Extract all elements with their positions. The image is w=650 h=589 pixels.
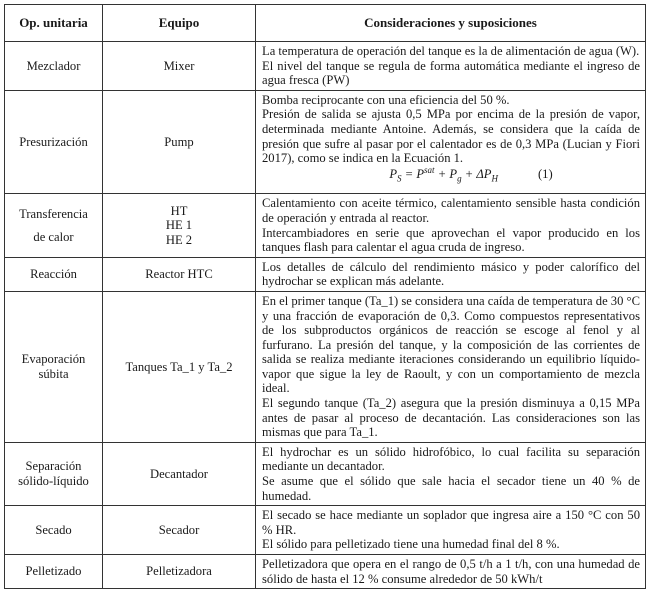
consideraciones-cell bbox=[256, 291, 646, 442]
consideraciones-cell bbox=[256, 42, 646, 91]
table-row bbox=[5, 90, 646, 194]
paragraph: El hydrochar es un sólido hidrofóbico, lo cual facilita su separación mediante un decantador. bbox=[262, 444, 640, 474]
op-unitaria-cell-line: Reacción bbox=[30, 267, 77, 282]
equipo-cell-line: Tanques Ta_1 y Ta_2 bbox=[125, 359, 233, 374]
equipo-cell bbox=[103, 442, 256, 505]
consideraciones-cell bbox=[256, 506, 646, 555]
op-unitaria-cell-line: súbita bbox=[38, 366, 69, 381]
equipo-cell-line: Reactor HTC bbox=[145, 267, 213, 282]
consideraciones-cell bbox=[256, 90, 646, 194]
consideraciones-cell bbox=[256, 194, 646, 257]
table-row bbox=[5, 555, 646, 589]
op-unitaria-cell bbox=[5, 442, 103, 505]
op-unitaria-cell-line: de calor bbox=[33, 229, 74, 244]
paragraph: El secado se hace mediante un soplador que ingresa aire a 150 °C con 50 % HR. bbox=[262, 508, 640, 537]
paragraph: Bomba reciprocante con una eficiencia del 50 %. bbox=[262, 92, 510, 107]
op-unitaria-cell-line: Separación bbox=[25, 459, 82, 474]
equipo-cell bbox=[103, 555, 256, 589]
equipo-cell-line: Secador bbox=[158, 522, 200, 537]
equipo-cell-line: Pump bbox=[164, 134, 194, 149]
paragraph: El segundo tanque (Ta_2) asegura que la presión disminuya a 0,15 MPa antes de pasar al proceso de decantación. Las consideraciones son las mismas que para Ta_1. bbox=[262, 396, 640, 440]
equipo-cell bbox=[103, 257, 256, 291]
paragraph: Presión de salida se ajusta 0,5 MPa por encima de la presión de vapor, determinada mediante Antoine. Además, se considera que la caída de presión que sufre al pasar por el calentador es de 0,3 MPa (Lucian y Fiori 2017), como se indica en la Ecuación 1. bbox=[262, 107, 640, 166]
paragraph: Intercambiadores en serie que aprovechan el vapor producido en los tanques flash para calentar el agua cruda de ingreso. bbox=[262, 225, 640, 255]
consideraciones-cell bbox=[256, 555, 646, 589]
header-consideraciones: Consideraciones y suposiciones bbox=[256, 5, 646, 42]
table-row bbox=[5, 506, 646, 555]
equipo-cell bbox=[103, 42, 256, 91]
paragraph: El sólido para pelletizado tiene una humedad final del 8 %. bbox=[262, 537, 560, 552]
equation-1 bbox=[302, 164, 640, 184]
eq-term: P bbox=[416, 166, 425, 181]
eq-op: = bbox=[401, 166, 417, 181]
paragraph: En el primer tanque (Ta_1) se considera una caída de temperatura de 30 °C y una fracción de evaporación de 0,3. Como compuestos representativos de los subproductos orgánicos de reacción se escoge al fenol y al furfurano. La presión del tanque, y la composición de las corrientes de salida se realiza mediante iteraciones considerando un equilibrio líquido-vapor que sigue la ley de Raoult, y con un comportamiento de mezcla ideal. bbox=[262, 293, 640, 396]
table-row bbox=[5, 42, 646, 91]
op-unitaria-cell bbox=[5, 90, 103, 194]
equation-number: (1) bbox=[537, 166, 553, 181]
paragraph: Calentamiento con aceite térmico, calentamiento sensible hasta condición de operación y entrada al reactor. bbox=[262, 196, 640, 225]
equipo-cell bbox=[103, 291, 256, 442]
eq-sub: g bbox=[457, 173, 462, 184]
header-equipo: Equipo bbox=[103, 5, 256, 42]
paragraph: La temperatura de operación del tanque es la de alimentación de agua (W). bbox=[262, 44, 640, 58]
table-row bbox=[5, 194, 646, 257]
eq-term: P bbox=[449, 166, 458, 181]
eq-sub: S bbox=[397, 173, 402, 184]
op-unitaria-cell-line: Transferencia bbox=[19, 206, 88, 221]
op-unitaria-cell bbox=[5, 42, 103, 91]
header-op-unitaria: Op. unitaria bbox=[5, 5, 103, 42]
consideraciones-cell bbox=[256, 257, 646, 291]
op-unitaria-cell bbox=[5, 194, 103, 257]
op-unitaria-cell-line: Pelletizado bbox=[25, 564, 82, 579]
paragraph: Pelletizadora que opera en el rango de 0,5 t/h a 1 t/h, con una humedad de sólido de hasta el 12 % consume alrededor de 50 kWh/t bbox=[262, 557, 640, 586]
equipo-cell bbox=[103, 90, 256, 194]
op-unitaria-cell-line: Evaporación bbox=[21, 352, 86, 367]
eq-op: + bbox=[434, 166, 450, 181]
table-row bbox=[5, 257, 646, 291]
op-unitaria-cell-line: sólido-líquido bbox=[18, 474, 89, 489]
equipo-cell-line: HE 1 bbox=[165, 218, 193, 233]
op-unitaria-cell bbox=[5, 291, 103, 442]
equipo-cell bbox=[103, 506, 256, 555]
equipo-cell bbox=[103, 194, 256, 257]
eq-op: + ΔP bbox=[461, 166, 492, 181]
equipo-cell-line: Decantador bbox=[149, 466, 209, 481]
table-row bbox=[5, 291, 646, 442]
op-unitaria-cell bbox=[5, 257, 103, 291]
unit-operations-table bbox=[4, 4, 646, 589]
table-row bbox=[5, 442, 646, 505]
paragraph: Se asume que el sólido que sale hacia el secador tiene un 40 % de humedad. bbox=[262, 474, 640, 503]
eq-sub: H bbox=[491, 173, 498, 184]
equipo-cell-line: Mixer bbox=[163, 58, 195, 73]
eq-sup: sat bbox=[424, 164, 435, 175]
op-unitaria-cell-line: Mezclador bbox=[26, 58, 81, 73]
consideraciones-cell bbox=[256, 442, 646, 505]
op-unitaria-cell-line: Presurización bbox=[19, 134, 88, 149]
op-unitaria-cell bbox=[5, 555, 103, 589]
paragraph: El nivel del tanque se regula de forma automática mediante el ingreso de agua fresca (PW) bbox=[262, 58, 640, 88]
equipo-cell-line: Pelletizadora bbox=[146, 564, 212, 579]
equipo-cell-line: HT bbox=[170, 203, 188, 218]
eq-term: P bbox=[389, 166, 398, 181]
equipo-cell-line: HE 2 bbox=[165, 232, 193, 247]
header-row bbox=[5, 5, 646, 42]
op-unitaria-cell-line: Secado bbox=[35, 522, 72, 537]
op-unitaria-cell bbox=[5, 506, 103, 555]
paragraph: Los detalles de cálculo del rendimiento másico y poder calorífico del hydrochar se explican más adelante. bbox=[262, 259, 640, 289]
